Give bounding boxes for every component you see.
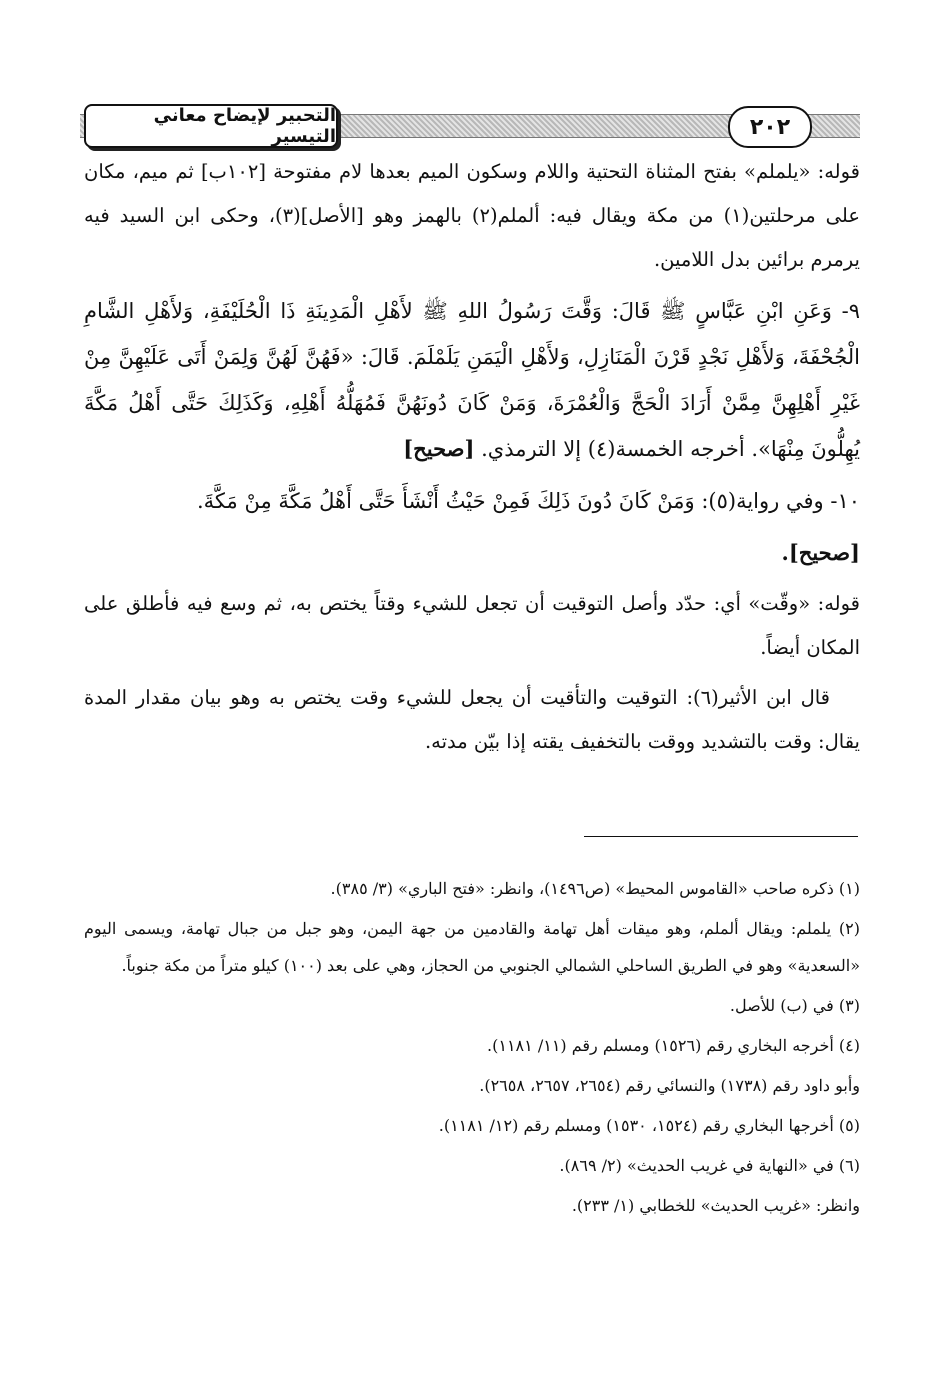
footnote-5: (٥) أخرجها البخاري رقم (١٥٢٤، ١٥٣٠) ومسلم رقم (١٢/ ١١٨١). — [438, 1116, 860, 1135]
footnote-6-continued: وانظر: «غريب الحديث» للخطابي (١/ ٢٣٣). — [571, 1196, 860, 1215]
book-title: التحبير لإيضاح معاني التيسير — [84, 104, 338, 148]
commentary-yalamlam: قوله: «يلملم» بفتح المثناة التحتية واللام وسكون الميم بعدها لام مفتوحة [١٠٢ب] ثم ميم، مكان على مرحلتين(١) من مكة ويقال فيه: ألملم(٢) بالهمز وهو [الأصل](٣)، وحكى ابن السيد فيه يرمرم برائين بدل اللامين. — [84, 160, 860, 271]
footnote-4: (٤) أخرجه البخاري رقم (١٥٢٦) ومسلم رقم (١١/ ١١٨١). — [487, 1036, 860, 1055]
page-header — [80, 102, 860, 152]
hadith-9-grade: [صحيح] — [403, 436, 475, 461]
commentary-ibn-athir: قال ابن الأثير(٦): التوقيت والتأقيت أن يجعل للشيء وقت يختص به وهو بيان مقدار المدة يقال: وقت بالتشديد ووقت بالتخفيف يقته إذا بيّن مدته. — [84, 686, 860, 753]
footnote-separator — [584, 836, 858, 837]
footnote-1: (١) ذكره صاحب «القاموس المحيط» (ص١٤٩٦)، وانظر: «فتح الباري» (٣/ ٣٨٥). — [330, 879, 860, 898]
hadith-10-grade: [صحيح]. — [781, 540, 860, 565]
footnote-2: (٢) يلملم: ويقال ألملم، وهو ميقات أهل تهامة والقادمين من جهة اليمن، وهو جبل من جبال تهامة، ويسمى اليوم «السعدية» وهو في الطريق الساحلي الشمالي الجنوبي من الحجاز، وهي على بعد (١٠٠) كيلو متراً من مكة جنوباً. — [84, 919, 861, 975]
page-number: ٢٠٢ — [728, 106, 812, 148]
main-text — [84, 150, 860, 770]
hadith-10-text: ١٠- وفي رواية(٥): وَمَنْ كَانَ دُونَ ذَلِكَ فَمِنْ حَيْثُ أَنْشَأَ حَتَّى أَهْلُ مَكَّةَ مِنْ مَكَّةَ. — [197, 489, 860, 513]
footnote-4-continued: وأبو داود رقم (١٧٣٨) والنسائي رقم (٢٦٥٤، ٢٦٥٧، ٢٦٥٨). — [479, 1076, 860, 1095]
hadith-9 — [84, 288, 860, 472]
footnote-3: (٣) في (ب) للأصل. — [729, 996, 860, 1015]
footnote-6: (٦) في «النهاية في غريب الحديث» (٢/ ٨٦٩). — [559, 1156, 860, 1175]
footnotes — [84, 870, 860, 1227]
hadith-9-text: ٩- وَعَنِ ابْنِ عَبَّاسٍ ﷺ قَالَ: وَقَّتَ رَسُولُ اللهِ ﷺ لأَهْلِ الْمَدِينَةِ ذَا الْحُلَيْفَةِ، وَلأَهْلِ الشَّامِ الْجُحْفَةَ، وَلأَهْلِ نَجْدٍ قَرْنَ الْمَنَازِلِ، وَلأَهْلِ الْيَمَنِ يَلَمْلَمَ. قَالَ: «فَهُنَّ لَهُنَّ وَلِمَنْ أَتَى عَلَيْهِنَّ مِنْ غَيْرِ أَهْلِهِنَّ مِمَّنْ أَرَادَ الْحَجَّ وَالْعُمْرَةَ، وَمَنْ كَانَ دُونَهُنَّ فَمُهَلُّهُ أَهْلِهِ، وَكَذَلِكَ حَتَّى أَهْلُ مَكَّةَ يُهِلُّونَ مِنْهَا». أخرجه الخمسة(٤) إلا الترمذي. — [84, 299, 860, 461]
commentary-waqqata: قوله: «وقّت» أي: حدّد وأصل التوقيت أن تجعل للشيء وقتاً يختص به، ثم وسع فيه فأطلق على المكان أيضاً. — [84, 592, 860, 659]
hadith-10 — [84, 478, 860, 524]
